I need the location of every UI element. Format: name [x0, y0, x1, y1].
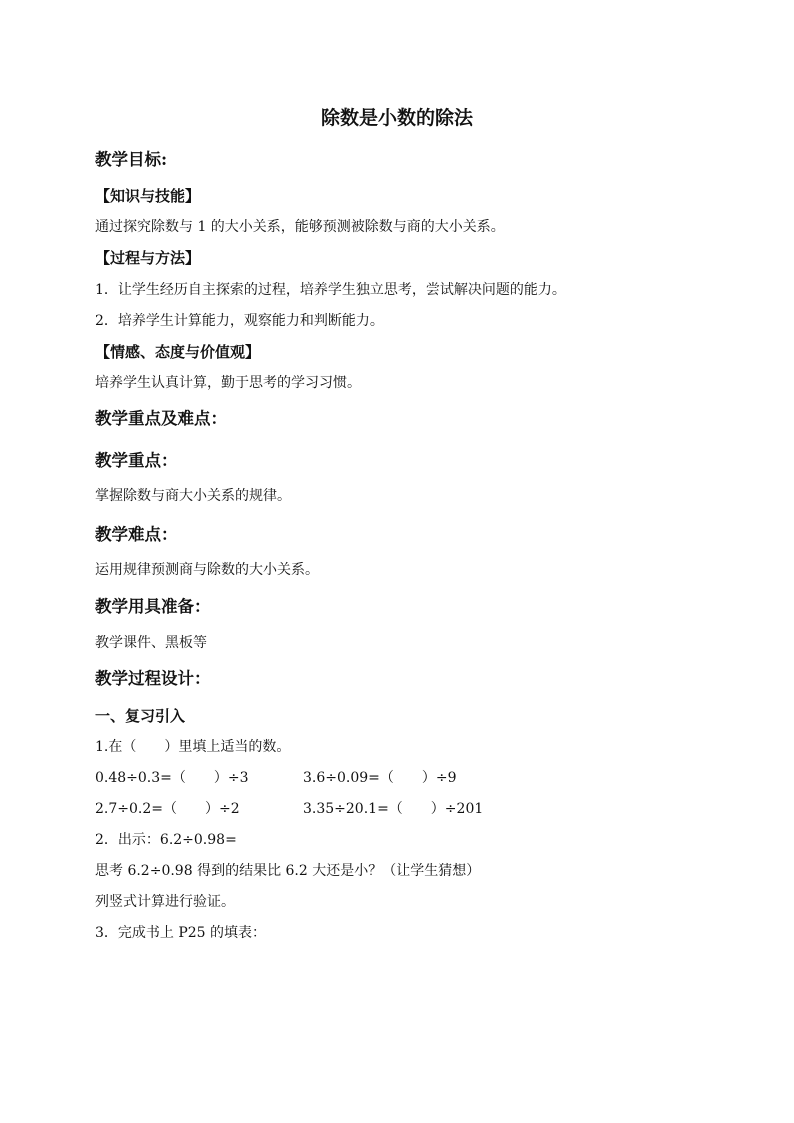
key-difficult-points-heading: 教学重点及难点：: [95, 409, 227, 428]
process-methods-item-1: 1．让学生经历自主探索的过程，培养学生独立思考，尝试解决问题的能力。: [95, 282, 566, 298]
objectives-heading: 教学目标:: [95, 150, 168, 169]
equation-row-2-b: 3.35÷20.1=（ ）÷201: [303, 801, 484, 817]
emotion-values-heading: 【情感、态度与价值观】: [95, 343, 261, 361]
teaching-process-heading: 教学过程设计：: [95, 669, 211, 688]
teaching-focus-heading: 教学重点：: [95, 451, 178, 470]
emotion-values-text: 培养学生认真计算，勤于思考的学习习惯。: [95, 375, 361, 391]
process-methods-heading: 【过程与方法】: [95, 249, 201, 267]
equation-row-2-a: 2.7÷0.2=（ ）÷2: [95, 801, 240, 817]
equation-row-1-b: 3.6÷0.09=（ ）÷9: [303, 770, 457, 786]
teaching-focus-text: 掌握除数与商大小关系的规律。: [95, 488, 291, 504]
document-title: 除数是小数的除法: [320, 107, 473, 129]
knowledge-skills-heading: 【知识与技能】: [95, 187, 201, 205]
review-item-2: 2．出示：6.2÷0.98=: [95, 832, 237, 848]
think-question: 思考 6.2÷0.98 得到的结果比 6.2 大还是小？（让学生猜想）: [95, 863, 481, 879]
teaching-tools-text: 教学课件、黑板等: [95, 635, 207, 651]
review-item-1: 1.在（ ）里填上适当的数。: [95, 739, 291, 755]
knowledge-skills-text: 通过探究除数与 1 的大小关系，能够预测被除数与商的大小关系。: [95, 219, 505, 235]
teaching-tools-heading: 教学用具准备：: [95, 597, 211, 616]
verify-text: 列竖式计算进行验证。: [95, 894, 235, 910]
process-methods-item-2: 2．培养学生计算能力，观察能力和判断能力。: [95, 313, 384, 329]
teaching-difficulty-heading: 教学难点：: [95, 525, 178, 544]
review-intro-heading: 一、复习引入: [95, 707, 186, 725]
teaching-difficulty-text: 运用规律预测商与除数的大小关系。: [95, 562, 319, 578]
equation-row-1-a: 0.48÷0.3=（ ）÷3: [95, 770, 249, 786]
review-item-3: 3．完成书上 P25 的填表：: [95, 925, 267, 941]
